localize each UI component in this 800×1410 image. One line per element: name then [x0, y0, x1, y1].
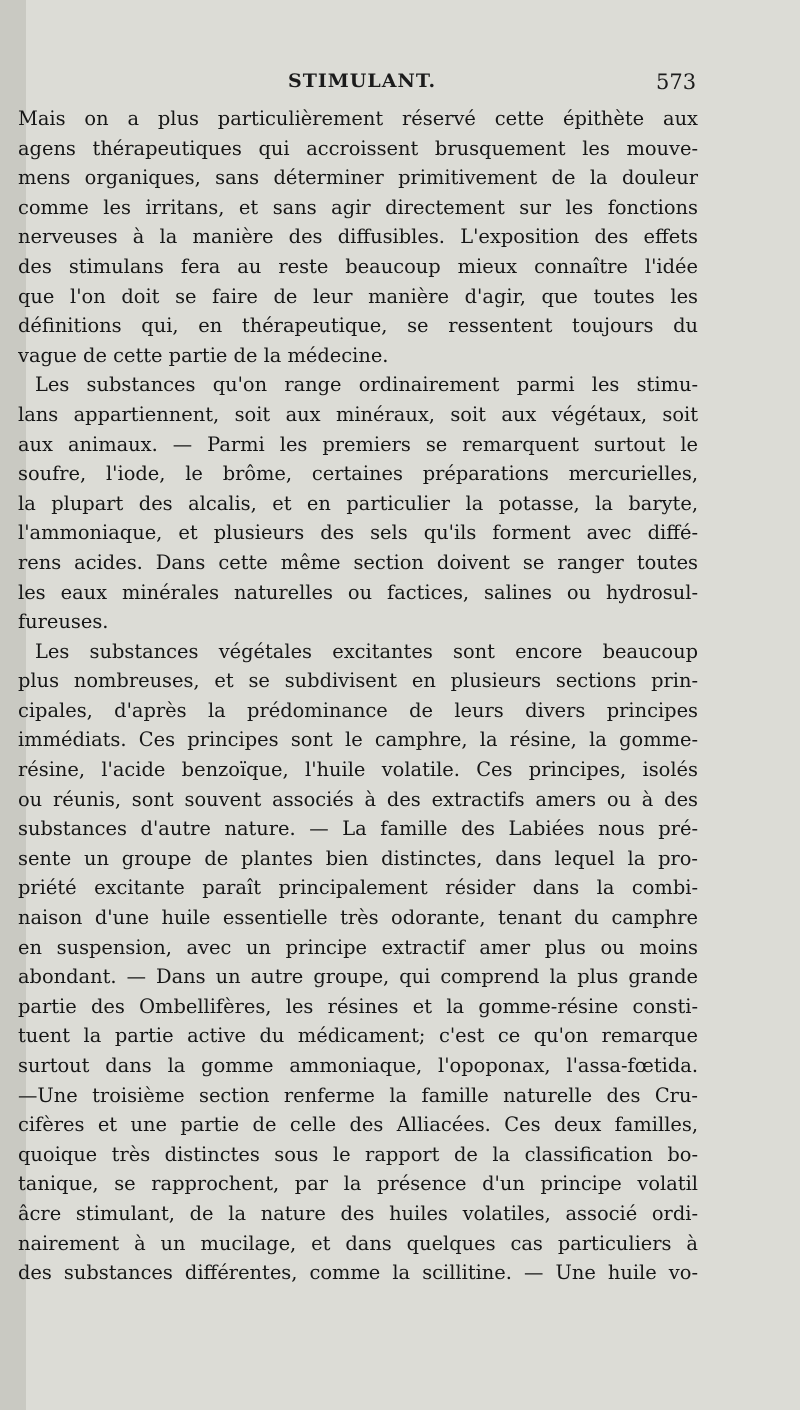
text-line: que l'on doit se faire de leur manière d'agir, que toutes les [18, 284, 698, 308]
page-number: 573 [656, 70, 697, 94]
text-line: âcre stimulant, de la nature des huiles volatiles, associé ordi- [18, 1201, 698, 1225]
text-line: fureuses. [18, 610, 109, 634]
text-line: comme les irritans, et sans agir directement sur les fonctions [18, 195, 698, 219]
text-line: définitions qui, en thérapeutique, se ressentent toujours du [18, 314, 698, 338]
text-line: des stimulans fera au reste beaucoup mieux connaître l'idée [18, 254, 698, 278]
text-line: cipales, d'après la prédominance de leurs divers principes [18, 698, 698, 722]
text-line: priété excitante paraît principalement résider dans la combi- [18, 876, 698, 900]
text-line: rens acides. Dans cette même section doivent se ranger toutes [18, 550, 698, 574]
text-line: aux animaux. — Parmi les premiers se remarquent surtout le [18, 432, 698, 456]
text-line: tanique, se rapprochent, par la présence d'un principe volatil [18, 1172, 698, 1196]
text-line: abondant. — Dans un autre groupe, qui comprend la plus grande [18, 965, 698, 989]
text-line: soufre, l'iode, le brôme, certaines préparations mercurielles, [18, 462, 698, 486]
text-line: partie des Ombellifères, les résines et la gomme-résine consti- [18, 994, 698, 1018]
body-text [18, 104, 698, 1288]
text-line: sente un groupe de plantes bien distinctes, dans lequel la pro- [18, 846, 698, 870]
text-line: les eaux minérales naturelles ou factices, salines ou hydrosul- [18, 580, 698, 604]
page-header [0, 70, 800, 100]
text-line: quoique très distinctes sous le rapport de la classification bo- [18, 1142, 698, 1166]
text-line: substances d'autre nature. — La famille des Labiées nous pré- [18, 817, 698, 841]
text-line: vague de cette partie de la médecine. [18, 343, 389, 367]
text-line: lans appartiennent, soit aux minéraux, soit aux végétaux, soit [18, 402, 698, 426]
text-line: naison d'une huile essentielle très odorante, tenant du camphre [18, 906, 698, 930]
text-line: ou réunis, sont souvent associés à des extractifs amers ou à des [18, 787, 698, 811]
text-line: cifères et une partie de celle des Alliacées. Ces deux familles, [18, 1113, 698, 1137]
text-line: en suspension, avec un principe extractif amer plus ou moins [18, 935, 698, 959]
text-line: agens thérapeutiques qui accroissent brusquement les mouve- [18, 136, 698, 160]
text-line: la plupart des alcalis, et en particulier la potasse, la baryte, [18, 491, 698, 515]
text-line: l'ammoniaque, et plusieurs des sels qu'ils forment avec diffé- [18, 521, 698, 545]
text-line: des substances différentes, comme la scillitine. — Une huile vo- [18, 1261, 698, 1285]
paragraph-first-line: Les substances végétales excitantes sont encore beaucoup [35, 639, 698, 663]
text-line: —Une troisième section renferme la famille naturelle des Cru- [18, 1083, 698, 1107]
text-line: résine, l'acide benzoïque, l'huile volatile. Ces principes, isolés [18, 758, 698, 782]
text-line: Mais on a plus particulièrement réservé cette épithète aux [18, 107, 698, 130]
text-line: immédiats. Ces principes sont le camphre, la résine, la gomme- [18, 728, 698, 752]
text-line: nairement à un mucilage, et dans quelques cas particuliers à [18, 1231, 698, 1255]
text-line: tuent la partie active du médicament; c'est ce qu'on remarque [18, 1024, 698, 1048]
running-title: STIMULANT. [288, 70, 437, 92]
text-line: surtout dans la gomme ammoniaque, l'opoponax, l'assa-fœtida. [18, 1054, 698, 1077]
paragraph-first-line: Les substances qu'on range ordinairement parmi les stimu- [35, 373, 698, 397]
text-line: nerveuses à la manière des diffusibles. L'exposition des effets [18, 225, 698, 249]
text-line: mens organiques, sans déterminer primitivement de la douleur [18, 166, 698, 190]
text-line: plus nombreuses, et se subdivisent en plusieurs sections prin- [18, 669, 698, 693]
